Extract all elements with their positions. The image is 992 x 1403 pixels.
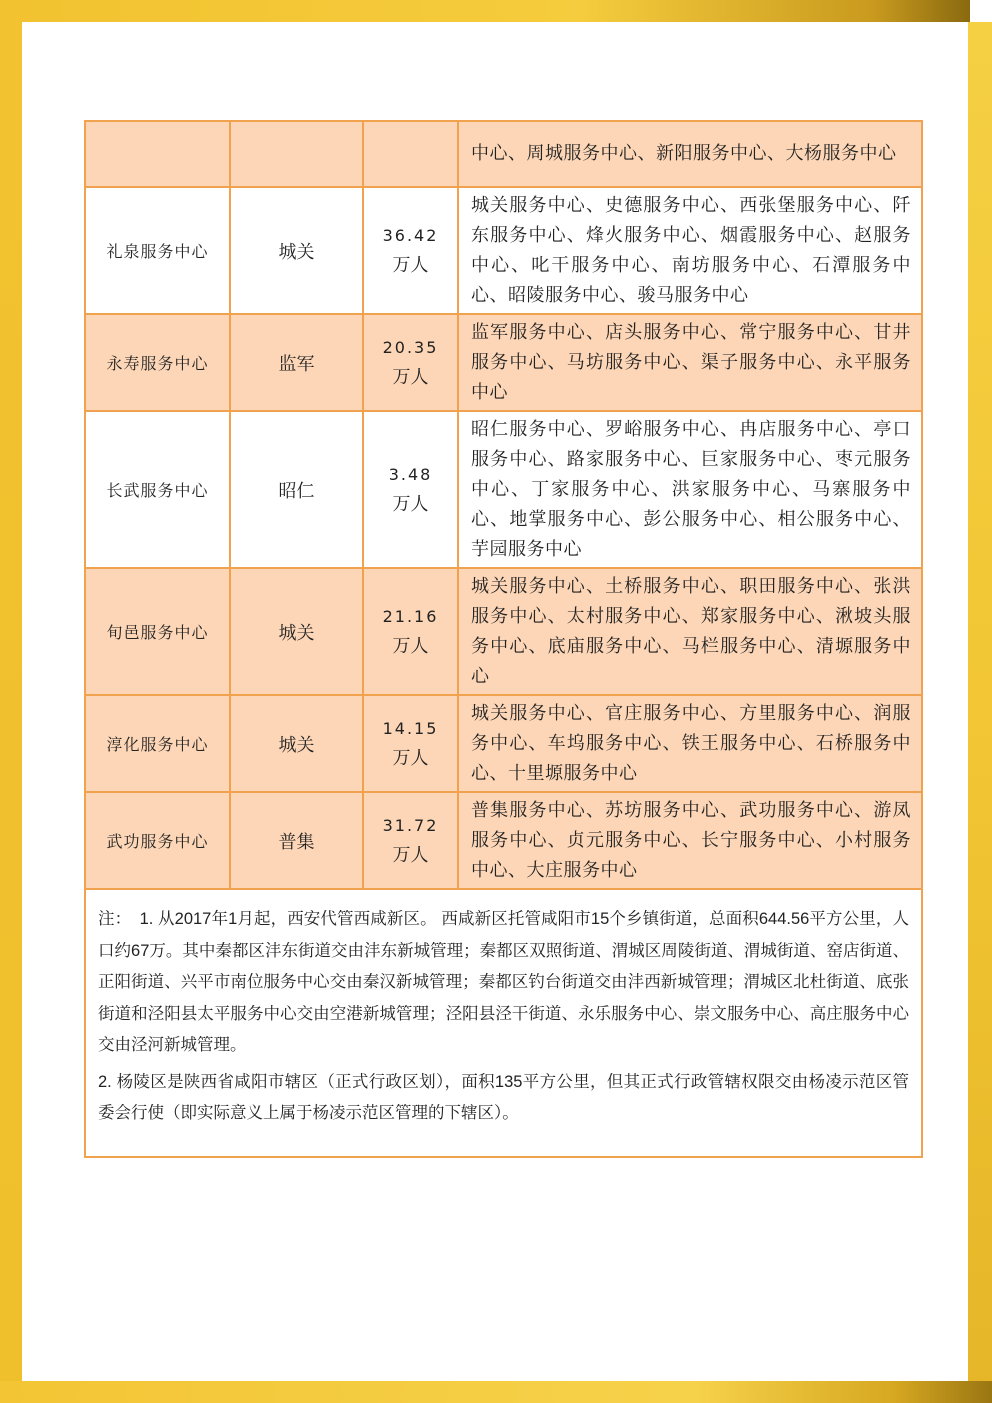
frame-right-border bbox=[968, 22, 992, 1403]
population-unit: 万人 bbox=[392, 493, 429, 515]
cell-seat: 监军 bbox=[230, 314, 363, 411]
cell-name bbox=[85, 121, 230, 187]
population-number: 36.42 bbox=[382, 225, 439, 245]
cell-subdivisions: 城关服务中心、官庄服务中心、方里服务中心、润服务中心、车坞服务中心、铁王服务中心、石桥服务中心、十里塬服务中心 bbox=[458, 695, 922, 792]
frame-top-border bbox=[0, 0, 970, 22]
cell-subdivisions: 昭仁服务中心、罗峪服务中心、冉店服务中心、亭口服务中心、路家服务中心、巨家服务中心、枣元服务中心、丁家服务中心、洪家服务中心、马寨服务中心、地掌服务中心、彭公服务中心、相公服务中心、芋园服务中心 bbox=[458, 411, 922, 568]
cell-population bbox=[363, 121, 458, 187]
document-content bbox=[84, 120, 921, 1158]
cell-subdivisions: 城关服务中心、土桥服务中心、职田服务中心、张洪服务中心、太村服务中心、郑家服务中心、湫坡头服务中心、底庙服务中心、马栏服务中心、清塬服务中心 bbox=[458, 568, 922, 695]
cell-name: 武功服务中心 bbox=[85, 792, 230, 889]
frame-left-border bbox=[0, 0, 22, 1403]
cell-population bbox=[363, 314, 458, 411]
table-row bbox=[85, 568, 922, 695]
notes-cell bbox=[85, 889, 922, 1157]
population-unit: 万人 bbox=[392, 844, 429, 866]
cell-subdivisions: 普集服务中心、苏坊服务中心、武功服务中心、游凤服务中心、贞元服务中心、长宁服务中心、小村服务中心、大庄服务中心 bbox=[458, 792, 922, 889]
population-number: 3.48 bbox=[388, 464, 433, 484]
cell-seat bbox=[230, 121, 363, 187]
note-2: 2. 杨陵区是陕西省咸阳市辖区（正式行政区划），面积135平方公里，但其正式行政管辖权限交由杨凌示范区管委会行使（即实际意义上属于杨凌示范区管理的下辖区）。 bbox=[98, 1072, 909, 1122]
frame-bottom-border bbox=[0, 1381, 992, 1403]
cell-name: 永寿服务中心 bbox=[85, 314, 230, 411]
cell-population bbox=[363, 568, 458, 695]
cell-subdivisions: 中心、周城服务中心、新阳服务中心、大杨服务中心 bbox=[458, 121, 922, 187]
table-row bbox=[85, 187, 922, 314]
cell-population bbox=[363, 695, 458, 792]
cell-seat: 城关 bbox=[230, 568, 363, 695]
cell-name: 淳化服务中心 bbox=[85, 695, 230, 792]
table-row bbox=[85, 792, 922, 889]
table-row bbox=[85, 121, 922, 187]
cell-seat: 城关 bbox=[230, 695, 363, 792]
population-unit: 万人 bbox=[392, 366, 429, 388]
population-number: 21.16 bbox=[382, 606, 439, 626]
cell-subdivisions: 城关服务中心、史德服务中心、西张堡服务中心、阡东服务中心、烽火服务中心、烟霞服务中心、赵服务中心、叱干服务中心、南坊服务中心、石潭服务中心、昭陵服务中心、骏马服务中心 bbox=[458, 187, 922, 314]
cell-name: 长武服务中心 bbox=[85, 411, 230, 568]
table-row bbox=[85, 695, 922, 792]
cell-seat: 昭仁 bbox=[230, 411, 363, 568]
notes-row bbox=[85, 889, 922, 1157]
population-number: 20.35 bbox=[382, 337, 439, 357]
table-row bbox=[85, 411, 922, 568]
cell-subdivisions: 监军服务中心、店头服务中心、常宁服务中心、甘井服务中心、马坊服务中心、渠子服务中心、永平服务中心 bbox=[458, 314, 922, 411]
population-number: 31.72 bbox=[382, 815, 439, 835]
population-number: 14.15 bbox=[382, 718, 439, 738]
service-center-table bbox=[84, 120, 923, 1158]
cell-population bbox=[363, 411, 458, 568]
population-unit: 万人 bbox=[392, 747, 429, 769]
cell-population bbox=[363, 792, 458, 889]
cell-seat: 城关 bbox=[230, 187, 363, 314]
population-unit: 万人 bbox=[392, 635, 429, 657]
note-1: 注： 1. 从2017年1月起，西安代管西咸新区。 西咸新区托管咸阳市15个乡镇街道，总面积644.56平方公里，人口约67万。其中秦都区沣东街道交由沣东新城管理；秦都区双照街道、渭城区周陵街道、渭城街道、窑店街道、正阳街道、兴平市南位服务中心交由秦汉新城管理；秦都区钓台街道交由沣西新城管理；渭城区北杜街道、底张街道和泾阳县太平服务中心交由空港新城管理；泾阳县泾干街道、永乐服务中心、崇文服务中心、高庄服务中心交由泾河新城管理。 bbox=[98, 910, 909, 1054]
cell-name: 旬邑服务中心 bbox=[85, 568, 230, 695]
cell-name: 礼泉服务中心 bbox=[85, 187, 230, 314]
population-unit: 万人 bbox=[392, 254, 429, 276]
cell-seat: 普集 bbox=[230, 792, 363, 889]
table-row bbox=[85, 314, 922, 411]
cell-population bbox=[363, 187, 458, 314]
